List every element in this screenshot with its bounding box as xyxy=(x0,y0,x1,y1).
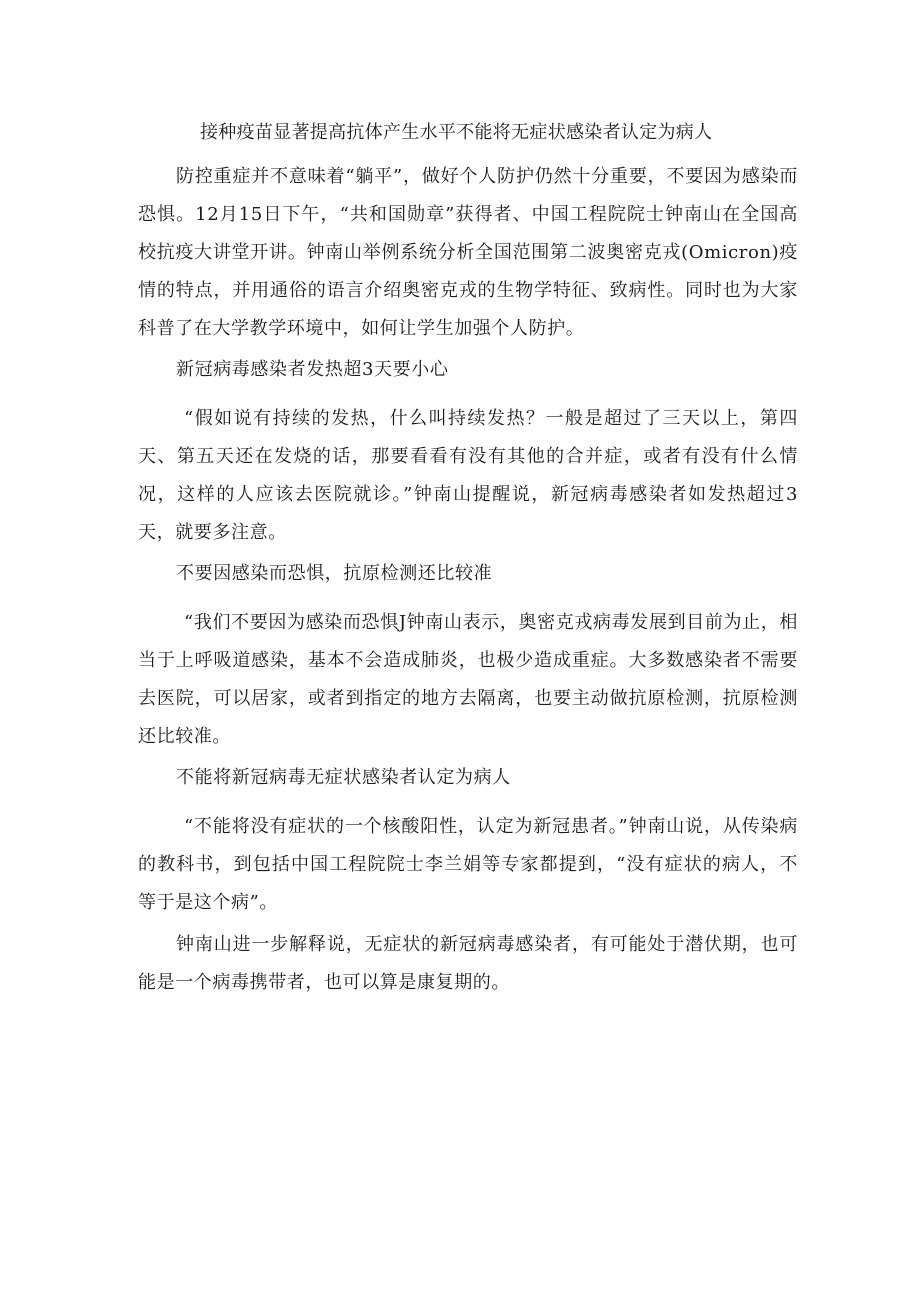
paragraph-intro: 防控重症并不意味着“躺平”，做好个人防护仍然十分重要，不要因为感染而恐惧。12月15日下午，“共和国勋章”获得者、中国工程院院士钟南山在全国高校抗疫大讲堂开讲。钟南山举例系统分析全国范围第二波奥密克戎(Omicron)疫情的特点，并用通俗的语言介绍奥密克戎的生物学特征、致病性。同时也为大家科普了在大学教学环境中，如何让学生加强个人防护。 xyxy=(138,166,798,339)
section-heading-asymptomatic: 不能将新冠病毒无症状感染者认定为病人 xyxy=(176,767,511,788)
paragraph-fever: “假如说有持续的发热，什么叫持续发热？一般是超过了三天以上，第四天、第五天还在发烧的话，那要看看有没有其他的合并症，或者有没有什么情况，这样的人应该去医院就诊。”钟南山提醒说，新冠病毒感染者如发热超过3天，就要多注意。 xyxy=(138,408,798,543)
document-title: 接种疫苗显著提高抗体产生水平不能将无症状感染者认定为病人 xyxy=(200,122,713,143)
paragraph-antigen: “我们不要因为感染而恐惧J钟南山表示，奥密克戎病毒发展到目前为止，相当于上呼吸道感染，基本不会造成肺炎，也极少造成重症。大多数感染者不需要去医院，可以居家，或者到指定的地方去隔离，也要主动做抗原检测，抗原检测还比较准。 xyxy=(138,612,798,747)
paragraph-explanation: 钟南山进一步解释说，无症状的新冠病毒感染者，有可能处于潜伏期，也可能是一个病毒携带者，也可以算是康复期的。 xyxy=(138,934,798,993)
section-heading-fever: 新冠病毒感染者发热超3天要小心 xyxy=(176,359,449,380)
section-heading-antigen: 不要因感染而恐惧，抗原检测还比较准 xyxy=(176,563,493,584)
paragraph-asymptomatic: “不能将没有症状的一个核酸阳性，认定为新冠患者。”钟南山说，从传染病的教科书，到包括中国工程院院士李兰娟等专家都提到，“没有症状的病人，不等于是这个病”。 xyxy=(138,816,798,913)
document-body xyxy=(138,118,798,1006)
